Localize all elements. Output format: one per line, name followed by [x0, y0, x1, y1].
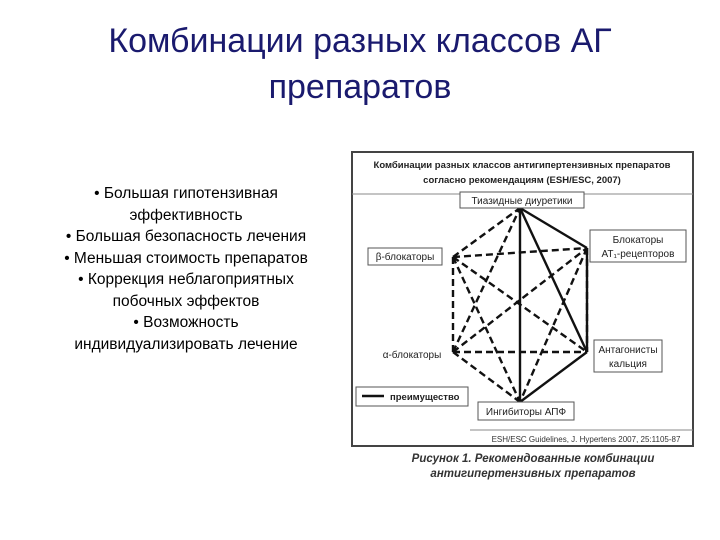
benefit-item: побочных эффектов: [112, 292, 260, 310]
node-beta-label: β-блокаторы: [375, 252, 435, 263]
benefit-item: • Меньшая стоимость препаратов: [64, 249, 308, 267]
benefit-item: • Возможность: [133, 314, 239, 331]
benefit-item: • Большая гипотензивная: [94, 185, 278, 202]
benefit-item: эффективность: [129, 206, 243, 224]
node-at-label-2: АТ₁-рецепторов: [601, 249, 675, 260]
benefit-item: • Большая безопасность лечения: [65, 228, 307, 245]
node-ca-label-2: кальция: [609, 359, 647, 370]
slide-title: [0, 18, 720, 110]
node-ca-label-1: Антагонисты: [598, 345, 658, 356]
benefits-list: [40, 183, 332, 355]
node-thiazide-label: Тиазидные диуретики: [471, 196, 573, 207]
figure-caption-line-1: Рисунок 1. Рекомендованные комбинации: [411, 453, 655, 465]
figure-caption-line-2: антигипертензивных препаратов: [430, 468, 636, 480]
node-alpha-label: α-блокаторы: [382, 350, 442, 361]
slide-title-line-1: Комбинации разных классов АГ: [108, 22, 612, 60]
node-ace-label: Ингибиторы АПФ: [485, 407, 567, 418]
slide-title-line-2: препаратов: [268, 68, 452, 106]
drug-combination-diagram: [350, 150, 695, 448]
node-at-label-1: Блокаторы: [612, 235, 664, 246]
benefit-item: индивидуализировать лечение: [74, 335, 298, 353]
legend-label: преимущество: [390, 392, 460, 403]
benefit-item: • Коррекция неблагоприятных: [78, 271, 294, 288]
figure-header-line-1: Комбинации разных классов антигипертензивных препаратов: [373, 160, 671, 171]
figure-caption: [388, 452, 678, 482]
figure-header-line-2: согласно рекомендациям (ESH/ESC, 2007): [423, 175, 621, 186]
figure-source: ESH/ESC Guidelines, J. Hypertens 2007, 25:1105-87: [491, 435, 681, 444]
diagram-svg: [350, 150, 695, 448]
